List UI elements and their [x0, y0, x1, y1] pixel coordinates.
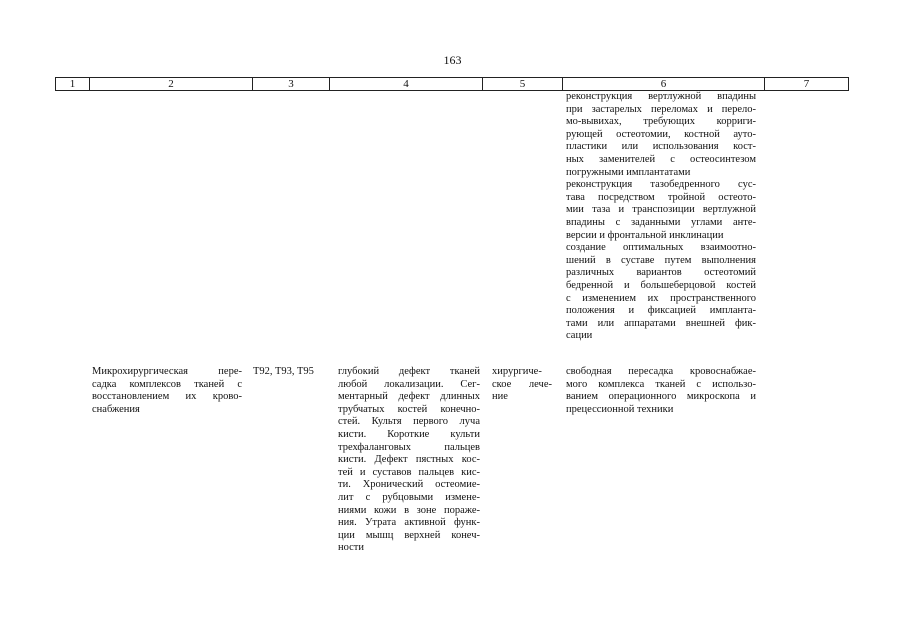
text-line: кисти. Дефект пястных кос- — [338, 454, 480, 466]
text-line: ние — [492, 391, 508, 403]
text-line: ции мышц верхней конеч- — [338, 529, 480, 541]
diagnosis-cell — [338, 366, 480, 555]
header-col-4: 4 — [329, 78, 482, 90]
icd-codes-cell — [253, 366, 328, 379]
text-line: садка комплексов тканей с — [92, 378, 242, 390]
text-line: Микрохирургическая пере- — [92, 366, 242, 377]
text-line: трубчатых костей конечно- — [338, 403, 480, 415]
text-line: мо-вывихах, требующих корриги- — [566, 116, 756, 128]
text-line: ности — [338, 542, 364, 554]
text-line: глубокий дефект тканей — [338, 366, 480, 377]
text-line: при застарелых переломах и перело- — [566, 103, 756, 115]
text-line: ниями кожи в зоне пораже- — [338, 504, 480, 516]
text-line: кисти. Короткие культи — [338, 428, 480, 440]
procedure-name-cell — [92, 366, 242, 416]
text-line: ных заменителей с остеосинтезом — [566, 153, 756, 165]
text-line: мии таза и транспозиции вертлужной — [566, 204, 756, 216]
text-line: впадины с заданными углами анте- — [566, 216, 756, 228]
text-line: стей. Культя первого луча — [338, 416, 480, 428]
text-line: реконструкция вертлужной впадины — [566, 91, 756, 102]
text-line: пластики или использования кост- — [566, 141, 756, 153]
text-line: хирургиче- — [492, 366, 542, 377]
treatment-type-cell — [492, 366, 552, 404]
text-line: сации — [566, 330, 593, 342]
header-col-6: 6 — [562, 78, 764, 90]
text-line: прецессионной техники — [566, 403, 674, 415]
text-line: шений в суставе путем выполнения — [566, 254, 756, 266]
page-number: 163 — [443, 53, 462, 67]
text-line: лит с рубцовыми измене- — [338, 491, 480, 503]
text-line: рующей остеотомии, костной ауто- — [566, 128, 756, 140]
text-line: ское лече- — [492, 378, 552, 390]
text-line: ментарный дефект длинных — [338, 391, 480, 403]
text-line: T92, T93, T95 — [253, 366, 314, 377]
text-line: бедренной и большеберцовой костей — [566, 279, 756, 291]
header-col-3: 3 — [252, 78, 329, 90]
text-line: трехфаланговых пальцев — [338, 441, 480, 453]
text-line: восстановлением их крово- — [92, 391, 242, 403]
text-line: тей и суставов пальцев кис- — [338, 466, 480, 478]
text-line: ния. Утрата активной функ- — [338, 517, 480, 529]
text-line: снабжения — [92, 403, 140, 415]
table-header-row — [55, 77, 849, 91]
treatment-method-cell — [566, 366, 756, 416]
text-line: погружными имплантатами — [566, 166, 691, 178]
text-line: версии и фронтальной инклинации — [566, 229, 724, 241]
text-line: тами или аппаратами внешней фик- — [566, 317, 756, 329]
text-line: свободная пересадка кровоснабжае- — [566, 366, 756, 377]
text-line: ти. Хронический остеомие- — [338, 479, 480, 491]
text-line: мого комплекса тканей с использо- — [566, 378, 756, 390]
text-line: тава посредством тройной остеото- — [566, 191, 756, 203]
header-col-2: 2 — [89, 78, 252, 90]
continuation-methods-cell — [566, 91, 756, 343]
header-col-7: 7 — [764, 78, 849, 90]
text-line: положения и фиксацией импланта- — [566, 305, 756, 317]
text-line: различных вариантов остеотомий — [566, 267, 756, 279]
text-line: реконструкция тазобедренного сус- — [566, 179, 756, 191]
text-line: любой локализации. Сег- — [338, 378, 480, 390]
text-line: ванием операционного микроскопа и — [566, 391, 756, 403]
header-col-1: 1 — [55, 78, 89, 90]
text-line: создание оптимальных взаимоотно- — [566, 242, 756, 254]
text-line: с изменением их пространственного — [566, 292, 756, 304]
header-col-5: 5 — [482, 78, 562, 90]
